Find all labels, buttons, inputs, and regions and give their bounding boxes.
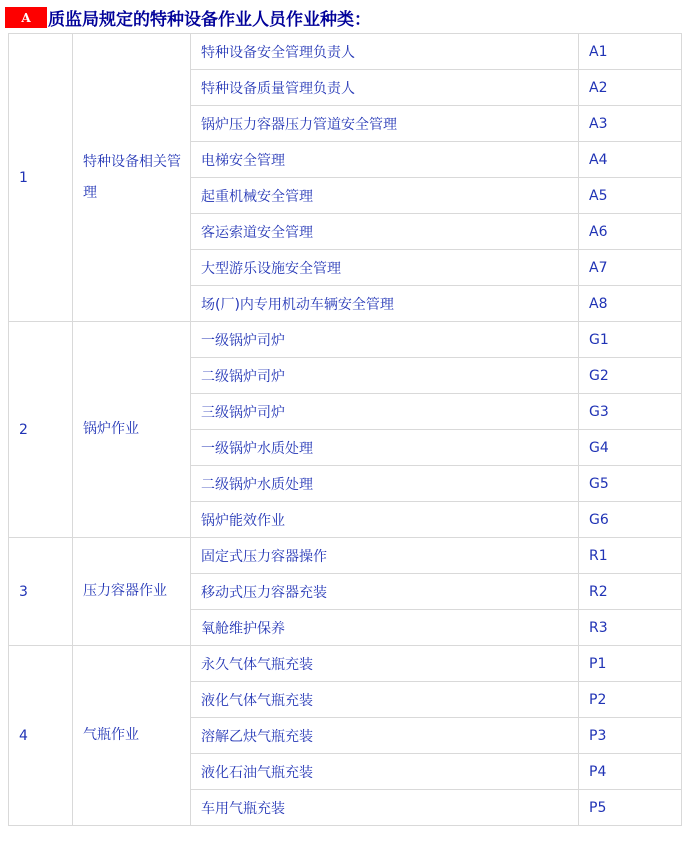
- job-name-cell: 一级锅炉水质处理: [191, 430, 579, 466]
- job-code-cell: A3: [579, 106, 682, 142]
- job-name-cell: 大型游乐设施安全管理: [191, 250, 579, 286]
- job-code-cell: A5: [579, 178, 682, 214]
- job-name-cell: 锅炉能效作业: [191, 502, 579, 538]
- group-category-cell: 压力容器作业: [73, 538, 191, 646]
- job-code-cell: G1: [579, 322, 682, 358]
- job-name-cell: 移动式压力容器充装: [191, 574, 579, 610]
- job-name-cell: 锅炉压力容器压力管道安全管理: [191, 106, 579, 142]
- job-code-cell: A7: [579, 250, 682, 286]
- job-code-cell: G2: [579, 358, 682, 394]
- job-name-cell: 起重机械安全管理: [191, 178, 579, 214]
- table-row: [9, 646, 682, 682]
- job-name-cell: 二级锅炉水质处理: [191, 466, 579, 502]
- table-row: [9, 538, 682, 574]
- job-code-cell: R2: [579, 574, 682, 610]
- job-name-cell: 三级锅炉司炉: [191, 394, 579, 430]
- job-code-cell: R1: [579, 538, 682, 574]
- section-badge: A: [5, 7, 47, 28]
- job-name-cell: 车用气瓶充装: [191, 790, 579, 826]
- section-title: 质监局规定的特种设备作业人员作业种类：: [48, 10, 371, 30]
- job-name-cell: 电梯安全管理: [191, 142, 579, 178]
- job-code-cell: G4: [579, 430, 682, 466]
- group-number-cell: 1: [9, 34, 73, 322]
- job-name-cell: 氧舱维护保养: [191, 610, 579, 646]
- group-number-cell: 3: [9, 538, 73, 646]
- job-code-cell: A6: [579, 214, 682, 250]
- job-name-cell: 液化石油气瓶充装: [191, 754, 579, 790]
- job-code-cell: G3: [579, 394, 682, 430]
- group-number-cell: 2: [9, 322, 73, 538]
- job-code-cell: G5: [579, 466, 682, 502]
- job-code-cell: A1: [579, 34, 682, 70]
- job-name-cell: 固定式压力容器操作: [191, 538, 579, 574]
- table-row: [9, 322, 682, 358]
- job-code-cell: A2: [579, 70, 682, 106]
- job-name-cell: 溶解乙炔气瓶充装: [191, 718, 579, 754]
- job-name-cell: 一级锅炉司炉: [191, 322, 579, 358]
- job-name-cell: 场(厂)内专用机动车辆安全管理: [191, 286, 579, 322]
- section-header: [5, 7, 689, 28]
- job-categories-table: [8, 33, 682, 826]
- group-number-cell: 4: [9, 646, 73, 826]
- job-code-cell: P5: [579, 790, 682, 826]
- job-code-cell: R3: [579, 610, 682, 646]
- job-code-cell: P4: [579, 754, 682, 790]
- job-code-cell: A4: [579, 142, 682, 178]
- job-code-cell: P1: [579, 646, 682, 682]
- job-name-cell: 特种设备质量管理负责人: [191, 70, 579, 106]
- job-name-cell: 永久气体气瓶充装: [191, 646, 579, 682]
- job-code-cell: G6: [579, 502, 682, 538]
- job-name-cell: 特种设备安全管理负责人: [191, 34, 579, 70]
- table-row: [9, 34, 682, 70]
- group-category-cell: 气瓶作业: [73, 646, 191, 826]
- job-name-cell: 液化气体气瓶充装: [191, 682, 579, 718]
- job-name-cell: 二级锅炉司炉: [191, 358, 579, 394]
- job-code-cell: A8: [579, 286, 682, 322]
- job-code-cell: P2: [579, 682, 682, 718]
- group-category-cell: 特种设备相关管理: [73, 34, 191, 322]
- job-name-cell: 客运索道安全管理: [191, 214, 579, 250]
- job-code-cell: P3: [579, 718, 682, 754]
- group-category-cell: 锅炉作业: [73, 322, 191, 538]
